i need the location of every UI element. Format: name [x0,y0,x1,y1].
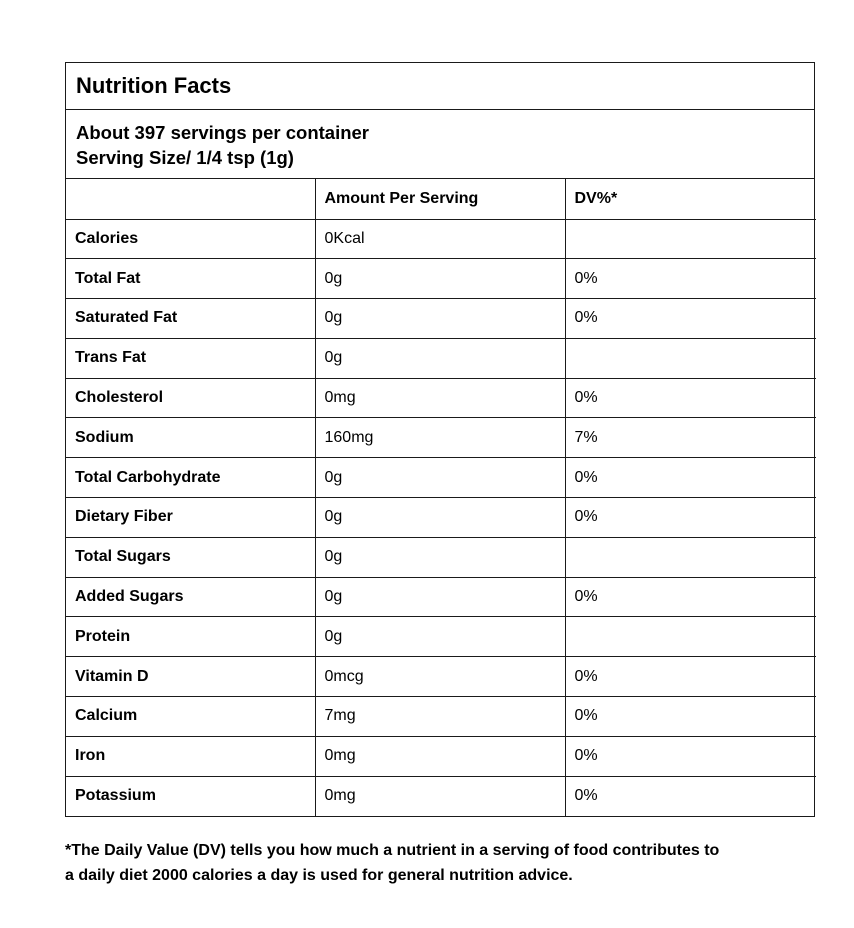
amount-cell: 0g [315,299,565,339]
nutrient-name-cell: Added Sugars [66,577,315,617]
table-row [66,219,816,259]
amount-cell: 160mg [315,418,565,458]
amount-cell: 0g [315,498,565,538]
nutrient-table [66,179,816,816]
header-dv-cell: DV%* [574,189,618,207]
table-row [66,577,816,617]
daily-value-cell: 0% [565,577,816,617]
daily-value-cell [565,537,816,577]
header-amount-cell: Amount Per Serving [315,179,565,219]
table-row [66,378,816,418]
daily-value-footnote [65,838,825,888]
amount-cell: 0mcg [315,657,565,697]
daily-value-cell [565,617,816,657]
daily-value-cell [565,219,816,259]
daily-value-cell: 0% [565,378,816,418]
table-row [66,259,816,299]
daily-value-cell: 0% [565,697,816,737]
table-row [66,458,816,498]
amount-cell: 0g [315,259,565,299]
label-title: Nutrition Facts [76,73,232,98]
amount-cell: 0g [315,338,565,378]
title-row [66,63,814,110]
daily-value-cell: 0% [565,776,816,816]
nutrient-name-cell: Total Fat [66,259,315,299]
nutrient-name-cell: Saturated Fat [66,299,315,339]
nutrient-name-cell: Sodium [66,418,315,458]
nutrient-name-cell: Trans Fat [66,338,315,378]
amount-cell: 0Kcal [315,219,565,259]
servings-per-container: About 397 servings per container [76,122,370,143]
nutrient-name-cell: Dietary Fiber [66,498,315,538]
amount-cell: 0g [315,458,565,498]
daily-value-cell: 0% [565,498,816,538]
amount-cell: 0mg [315,378,565,418]
serving-info [66,110,814,179]
nutrient-name-cell: Iron [66,736,315,776]
header-nutrient-cell [66,179,315,219]
table-row [66,617,816,657]
footnote-line-1: *The Daily Value (DV) tells you how much a nutrient in a serving of food contributes to [65,842,720,859]
footnote-line-2: a daily diet 2000 calories a day is used for general nutrition advice. [65,867,573,884]
nutrient-name-cell: Protein [66,617,315,657]
daily-value-cell: 0% [565,736,816,776]
daily-value-cell: 0% [565,259,816,299]
nutrient-name-cell: Cholesterol [66,378,315,418]
amount-cell: 0g [315,617,565,657]
nutrition-facts-label [65,62,815,817]
table-row [66,299,816,339]
nutrient-name-cell: Calories [66,219,315,259]
table-row [66,776,816,816]
nutrient-name-cell: Total Sugars [66,537,315,577]
nutrient-name-cell: Total Carbohydrate [66,458,315,498]
amount-cell: 0g [315,577,565,617]
daily-value-cell [565,338,816,378]
table-row [66,537,816,577]
table-row [66,657,816,697]
amount-cell: 0g [315,537,565,577]
amount-cell: 0mg [315,736,565,776]
amount-cell: 7mg [315,697,565,737]
table-row [66,338,816,378]
table-row [66,498,816,538]
nutrient-name-cell: Vitamin D [66,657,315,697]
daily-value-cell: 0% [565,458,816,498]
nutrient-name-cell: Potassium [66,776,315,816]
daily-value-cell: 0% [565,299,816,339]
daily-value-cell: 7% [565,418,816,458]
table-row [66,736,816,776]
table-row [66,697,816,737]
table-header-row [66,179,816,219]
serving-size: Serving Size/ 1/4 tsp (1g) [76,147,294,168]
table-row [66,418,816,458]
amount-cell: 0mg [315,776,565,816]
daily-value-cell: 0% [565,657,816,697]
nutrient-name-cell: Calcium [66,697,315,737]
